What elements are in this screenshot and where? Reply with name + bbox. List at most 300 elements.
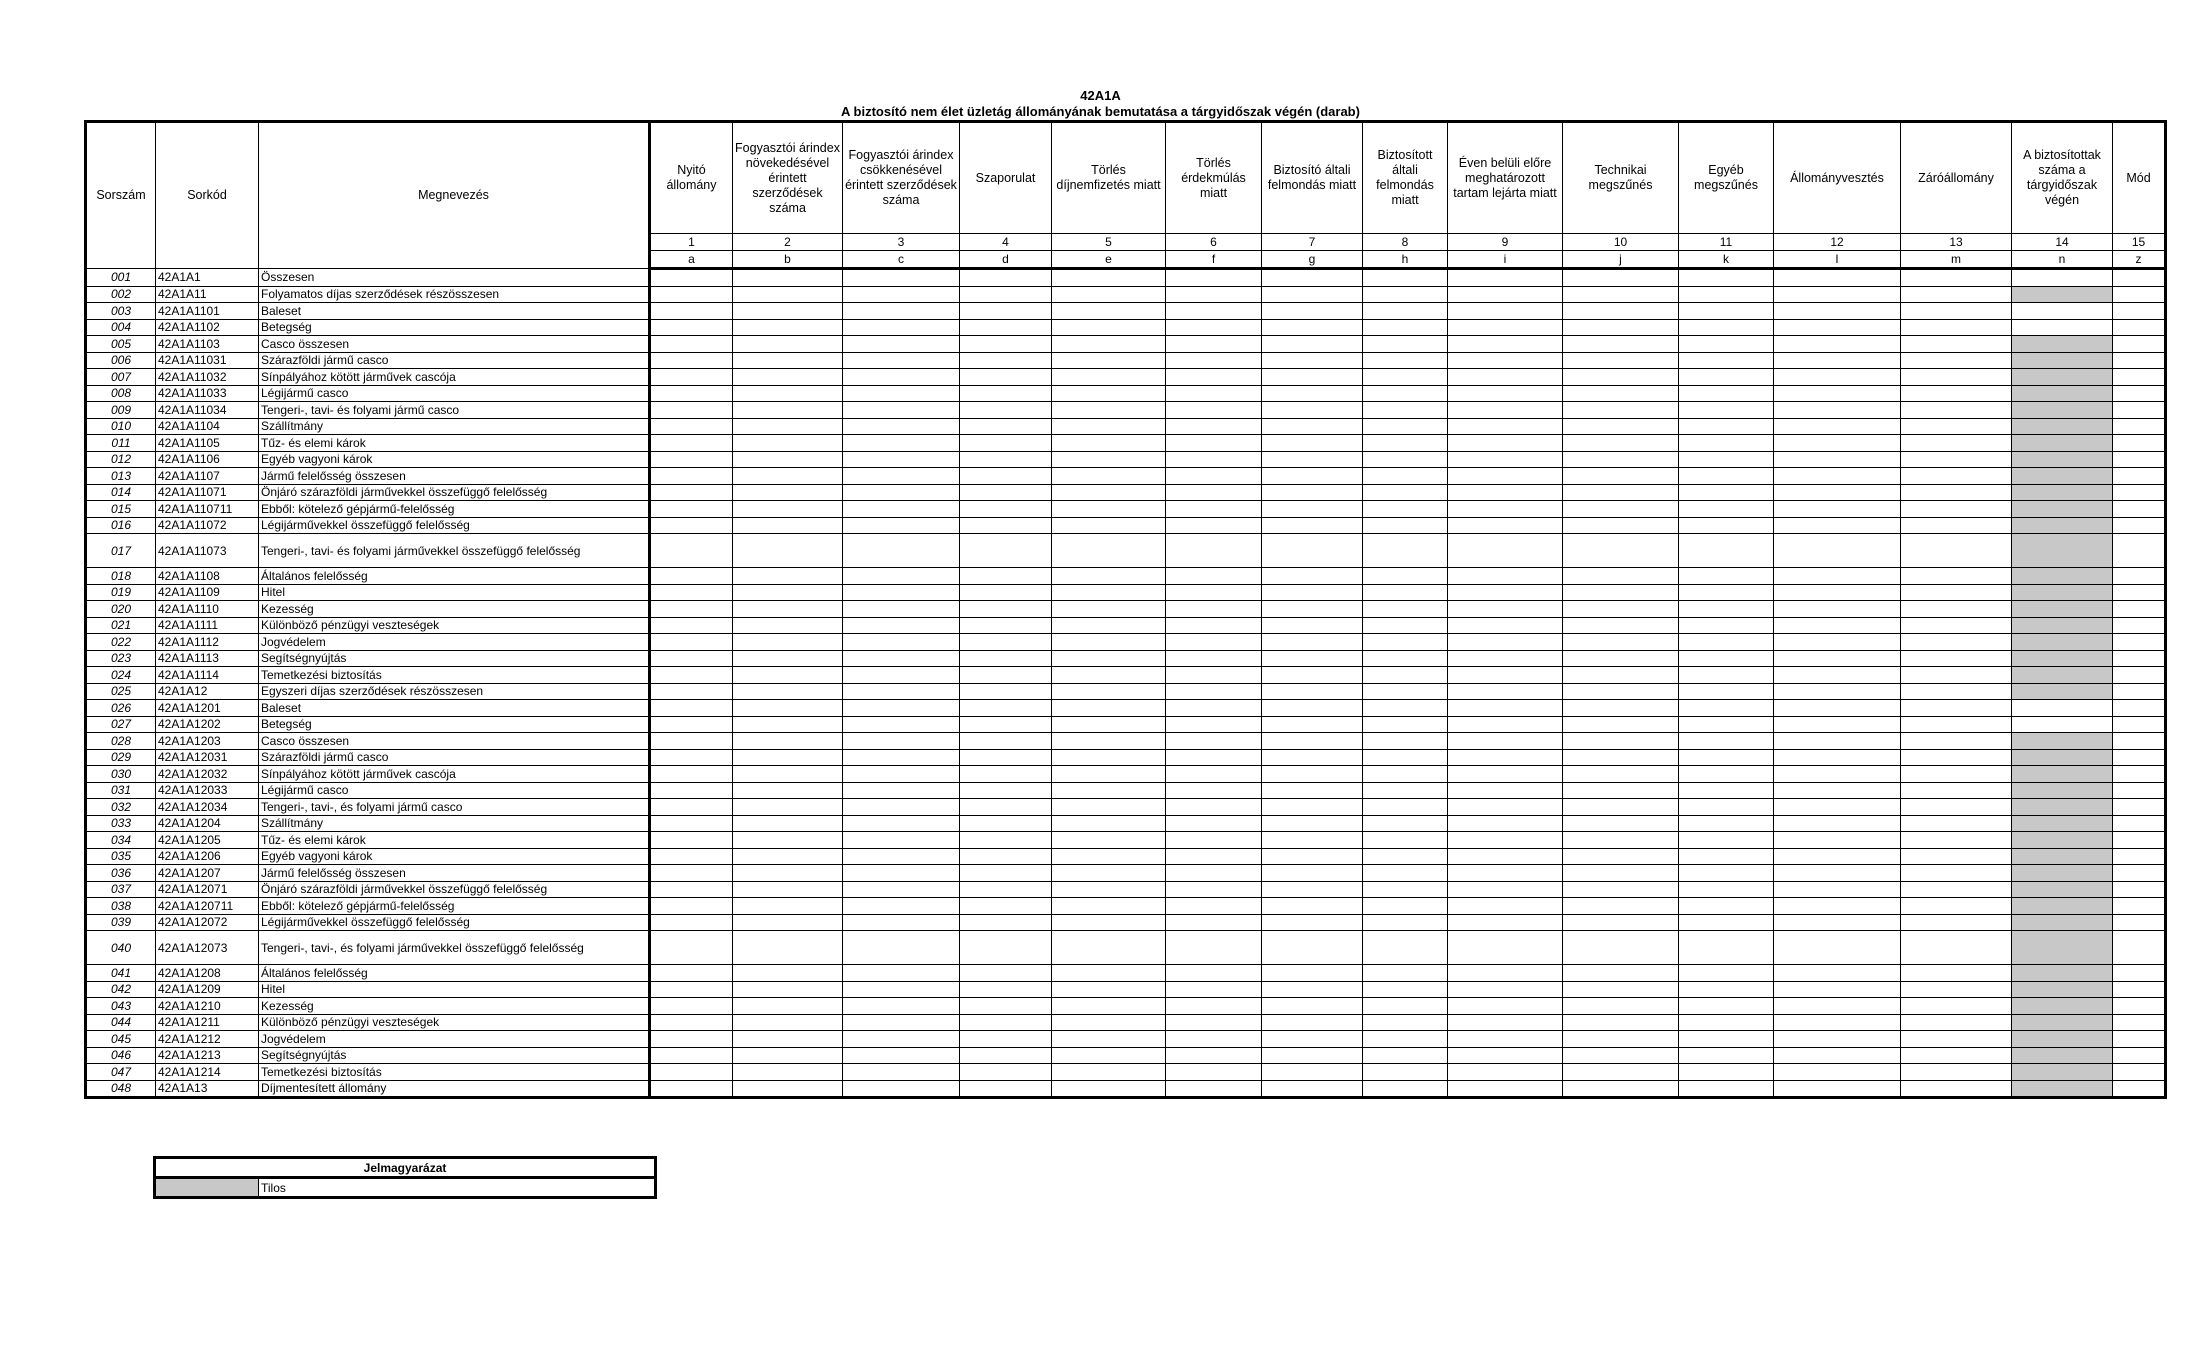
data-cell-col-4[interactable] (960, 534, 1052, 568)
data-cell-col-11[interactable] (1679, 501, 1774, 518)
data-cell-col-12[interactable] (1774, 402, 1901, 419)
data-cell-col-2[interactable] (733, 865, 843, 882)
data-cell-col-12[interactable] (1774, 369, 1901, 386)
data-cell-col-4[interactable] (960, 898, 1052, 915)
data-cell-col-4[interactable] (960, 965, 1052, 982)
data-cell-col-10[interactable] (1563, 402, 1679, 419)
data-cell-col-1[interactable] (650, 303, 733, 320)
data-cell-col-10[interactable] (1563, 683, 1679, 700)
data-cell-col-1[interactable] (650, 336, 733, 353)
data-cell-col-10[interactable] (1563, 385, 1679, 402)
data-cell-col-3[interactable] (843, 965, 960, 982)
data-cell-col-5[interactable] (1052, 319, 1166, 336)
data-cell-col-8[interactable] (1363, 269, 1448, 287)
data-cell-col-14[interactable] (2012, 319, 2113, 336)
data-cell-col-9[interactable] (1448, 517, 1563, 534)
data-cell-col-1[interactable] (650, 319, 733, 336)
data-cell-col-4[interactable] (960, 435, 1052, 452)
data-cell-col-12[interactable] (1774, 286, 1901, 303)
data-cell-col-5[interactable] (1052, 303, 1166, 320)
data-cell-col-9[interactable] (1448, 782, 1563, 799)
data-cell-col-7[interactable] (1262, 700, 1363, 717)
data-cell-col-12[interactable] (1774, 634, 1901, 651)
data-cell-col-1[interactable] (650, 352, 733, 369)
data-cell-col-11[interactable] (1679, 733, 1774, 750)
data-cell-col-5[interactable] (1052, 1014, 1166, 1031)
data-cell-col-8[interactable] (1363, 931, 1448, 965)
data-cell-col-13[interactable] (1901, 1080, 2012, 1098)
data-cell-col-9[interactable] (1448, 683, 1563, 700)
data-cell-col-7[interactable] (1262, 468, 1363, 485)
data-cell-col-8[interactable] (1363, 981, 1448, 998)
data-cell-col-11[interactable] (1679, 584, 1774, 601)
data-cell-col-10[interactable] (1563, 914, 1679, 931)
data-cell-col-15[interactable] (2113, 881, 2166, 898)
data-cell-col-9[interactable] (1448, 402, 1563, 419)
data-cell-col-2[interactable] (733, 369, 843, 386)
data-cell-col-5[interactable] (1052, 700, 1166, 717)
data-cell-col-13[interactable] (1901, 402, 2012, 419)
data-cell-col-9[interactable] (1448, 435, 1563, 452)
data-cell-col-4[interactable] (960, 1064, 1052, 1081)
data-cell-col-2[interactable] (733, 451, 843, 468)
data-cell-col-11[interactable] (1679, 369, 1774, 386)
data-cell-col-2[interactable] (733, 782, 843, 799)
data-cell-col-13[interactable] (1901, 965, 2012, 982)
data-cell-col-7[interactable] (1262, 848, 1363, 865)
data-cell-col-5[interactable] (1052, 369, 1166, 386)
data-cell-col-8[interactable] (1363, 584, 1448, 601)
data-cell-col-10[interactable] (1563, 319, 1679, 336)
data-cell-col-4[interactable] (960, 568, 1052, 585)
data-cell-col-11[interactable] (1679, 898, 1774, 915)
data-cell-col-14[interactable] (2012, 716, 2113, 733)
data-cell-col-10[interactable] (1563, 733, 1679, 750)
data-cell-col-12[interactable] (1774, 667, 1901, 684)
data-cell-col-8[interactable] (1363, 501, 1448, 518)
data-cell-col-9[interactable] (1448, 931, 1563, 965)
data-cell-col-6[interactable] (1166, 517, 1262, 534)
data-cell-col-4[interactable] (960, 402, 1052, 419)
data-cell-col-3[interactable] (843, 1080, 960, 1098)
data-cell-col-1[interactable] (650, 435, 733, 452)
data-cell-col-1[interactable] (650, 617, 733, 634)
data-cell-col-4[interactable] (960, 484, 1052, 501)
data-cell-col-3[interactable] (843, 700, 960, 717)
data-cell-col-8[interactable] (1363, 898, 1448, 915)
data-cell-col-4[interactable] (960, 832, 1052, 849)
data-cell-col-9[interactable] (1448, 385, 1563, 402)
data-cell-col-11[interactable] (1679, 1047, 1774, 1064)
data-cell-col-7[interactable] (1262, 319, 1363, 336)
data-cell-col-12[interactable] (1774, 749, 1901, 766)
data-cell-col-5[interactable] (1052, 352, 1166, 369)
data-cell-col-1[interactable] (650, 517, 733, 534)
data-cell-col-4[interactable] (960, 1014, 1052, 1031)
data-cell-col-9[interactable] (1448, 303, 1563, 320)
data-cell-col-7[interactable] (1262, 617, 1363, 634)
data-cell-col-14[interactable] (2012, 269, 2113, 287)
data-cell-col-15[interactable] (2113, 782, 2166, 799)
data-cell-col-15[interactable] (2113, 451, 2166, 468)
data-cell-col-15[interactable] (2113, 435, 2166, 452)
data-cell-col-8[interactable] (1363, 336, 1448, 353)
data-cell-col-4[interactable] (960, 319, 1052, 336)
data-cell-col-1[interactable] (650, 601, 733, 618)
data-cell-col-5[interactable] (1052, 286, 1166, 303)
data-cell-col-10[interactable] (1563, 634, 1679, 651)
data-cell-col-8[interactable] (1363, 865, 1448, 882)
data-cell-col-2[interactable] (733, 303, 843, 320)
data-cell-col-3[interactable] (843, 303, 960, 320)
data-cell-col-8[interactable] (1363, 965, 1448, 982)
data-cell-col-4[interactable] (960, 782, 1052, 799)
data-cell-col-15[interactable] (2113, 965, 2166, 982)
data-cell-col-12[interactable] (1774, 1080, 1901, 1098)
data-cell-col-10[interactable] (1563, 650, 1679, 667)
data-cell-col-6[interactable] (1166, 1031, 1262, 1048)
data-cell-col-11[interactable] (1679, 286, 1774, 303)
data-cell-col-5[interactable] (1052, 914, 1166, 931)
data-cell-col-7[interactable] (1262, 733, 1363, 750)
data-cell-col-6[interactable] (1166, 650, 1262, 667)
data-cell-col-4[interactable] (960, 981, 1052, 998)
data-cell-col-1[interactable] (650, 716, 733, 733)
data-cell-col-11[interactable] (1679, 617, 1774, 634)
data-cell-col-1[interactable] (650, 799, 733, 816)
data-cell-col-5[interactable] (1052, 568, 1166, 585)
data-cell-col-9[interactable] (1448, 981, 1563, 998)
data-cell-col-15[interactable] (2113, 517, 2166, 534)
data-cell-col-8[interactable] (1363, 435, 1448, 452)
data-cell-col-4[interactable] (960, 1080, 1052, 1098)
data-cell-col-15[interactable] (2113, 815, 2166, 832)
data-cell-col-13[interactable] (1901, 865, 2012, 882)
data-cell-col-6[interactable] (1166, 733, 1262, 750)
data-cell-col-12[interactable] (1774, 981, 1901, 998)
data-cell-col-12[interactable] (1774, 1014, 1901, 1031)
data-cell-col-3[interactable] (843, 782, 960, 799)
data-cell-col-6[interactable] (1166, 336, 1262, 353)
data-cell-col-2[interactable] (733, 766, 843, 783)
data-cell-col-12[interactable] (1774, 848, 1901, 865)
data-cell-col-1[interactable] (650, 1080, 733, 1098)
data-cell-col-9[interactable] (1448, 319, 1563, 336)
data-cell-col-12[interactable] (1774, 931, 1901, 965)
data-cell-col-10[interactable] (1563, 865, 1679, 882)
data-cell-col-8[interactable] (1363, 1064, 1448, 1081)
data-cell-col-10[interactable] (1563, 766, 1679, 783)
data-cell-col-7[interactable] (1262, 749, 1363, 766)
data-cell-col-7[interactable] (1262, 303, 1363, 320)
data-cell-col-12[interactable] (1774, 435, 1901, 452)
data-cell-col-10[interactable] (1563, 617, 1679, 634)
data-cell-col-9[interactable] (1448, 700, 1563, 717)
data-cell-col-6[interactable] (1166, 1047, 1262, 1064)
data-cell-col-10[interactable] (1563, 435, 1679, 452)
data-cell-col-13[interactable] (1901, 650, 2012, 667)
data-cell-col-4[interactable] (960, 667, 1052, 684)
data-cell-col-9[interactable] (1448, 766, 1563, 783)
data-cell-col-9[interactable] (1448, 336, 1563, 353)
data-cell-col-9[interactable] (1448, 749, 1563, 766)
data-cell-col-2[interactable] (733, 848, 843, 865)
data-cell-col-11[interactable] (1679, 981, 1774, 998)
data-cell-col-10[interactable] (1563, 749, 1679, 766)
data-cell-col-2[interactable] (733, 1047, 843, 1064)
data-cell-col-6[interactable] (1166, 683, 1262, 700)
data-cell-col-12[interactable] (1774, 517, 1901, 534)
data-cell-col-9[interactable] (1448, 914, 1563, 931)
data-cell-col-3[interactable] (843, 634, 960, 651)
data-cell-col-4[interactable] (960, 683, 1052, 700)
data-cell-col-15[interactable] (2113, 269, 2166, 287)
data-cell-col-7[interactable] (1262, 799, 1363, 816)
data-cell-col-3[interactable] (843, 650, 960, 667)
data-cell-col-7[interactable] (1262, 269, 1363, 287)
data-cell-col-13[interactable] (1901, 881, 2012, 898)
data-cell-col-15[interactable] (2113, 617, 2166, 634)
data-cell-col-15[interactable] (2113, 981, 2166, 998)
data-cell-col-5[interactable] (1052, 667, 1166, 684)
data-cell-col-9[interactable] (1448, 501, 1563, 518)
data-cell-col-10[interactable] (1563, 484, 1679, 501)
data-cell-col-12[interactable] (1774, 865, 1901, 882)
data-cell-col-5[interactable] (1052, 385, 1166, 402)
data-cell-col-3[interactable] (843, 848, 960, 865)
data-cell-col-8[interactable] (1363, 468, 1448, 485)
data-cell-col-8[interactable] (1363, 601, 1448, 618)
data-cell-col-5[interactable] (1052, 716, 1166, 733)
data-cell-col-6[interactable] (1166, 303, 1262, 320)
data-cell-col-2[interactable] (733, 601, 843, 618)
data-cell-col-9[interactable] (1448, 733, 1563, 750)
data-cell-col-15[interactable] (2113, 1064, 2166, 1081)
data-cell-col-1[interactable] (650, 650, 733, 667)
data-cell-col-8[interactable] (1363, 484, 1448, 501)
data-cell-col-12[interactable] (1774, 601, 1901, 618)
data-cell-col-6[interactable] (1166, 319, 1262, 336)
data-cell-col-1[interactable] (650, 848, 733, 865)
data-cell-col-6[interactable] (1166, 269, 1262, 287)
data-cell-col-3[interactable] (843, 865, 960, 882)
data-cell-col-8[interactable] (1363, 733, 1448, 750)
data-cell-col-13[interactable] (1901, 269, 2012, 287)
data-cell-col-10[interactable] (1563, 931, 1679, 965)
data-cell-col-7[interactable] (1262, 451, 1363, 468)
data-cell-col-1[interactable] (650, 782, 733, 799)
data-cell-col-2[interactable] (733, 568, 843, 585)
data-cell-col-15[interactable] (2113, 369, 2166, 386)
data-cell-col-8[interactable] (1363, 700, 1448, 717)
data-cell-col-15[interactable] (2113, 1047, 2166, 1064)
data-cell-col-6[interactable] (1166, 998, 1262, 1015)
data-cell-col-1[interactable] (650, 733, 733, 750)
data-cell-col-7[interactable] (1262, 998, 1363, 1015)
data-cell-col-3[interactable] (843, 484, 960, 501)
data-cell-col-9[interactable] (1448, 1031, 1563, 1048)
data-cell-col-9[interactable] (1448, 468, 1563, 485)
data-cell-col-1[interactable] (650, 998, 733, 1015)
data-cell-col-12[interactable] (1774, 352, 1901, 369)
data-cell-col-8[interactable] (1363, 782, 1448, 799)
data-cell-col-12[interactable] (1774, 683, 1901, 700)
data-cell-col-2[interactable] (733, 1080, 843, 1098)
data-cell-col-3[interactable] (843, 286, 960, 303)
data-cell-col-13[interactable] (1901, 501, 2012, 518)
data-cell-col-13[interactable] (1901, 534, 2012, 568)
data-cell-col-1[interactable] (650, 881, 733, 898)
data-cell-col-10[interactable] (1563, 1031, 1679, 1048)
data-cell-col-8[interactable] (1363, 1047, 1448, 1064)
data-cell-col-7[interactable] (1262, 832, 1363, 849)
data-cell-col-13[interactable] (1901, 683, 2012, 700)
data-cell-col-8[interactable] (1363, 319, 1448, 336)
data-cell-col-10[interactable] (1563, 848, 1679, 865)
data-cell-col-11[interactable] (1679, 435, 1774, 452)
data-cell-col-4[interactable] (960, 848, 1052, 865)
data-cell-col-6[interactable] (1166, 617, 1262, 634)
data-cell-col-7[interactable] (1262, 568, 1363, 585)
data-cell-col-1[interactable] (650, 385, 733, 402)
data-cell-col-7[interactable] (1262, 965, 1363, 982)
data-cell-col-3[interactable] (843, 319, 960, 336)
data-cell-col-6[interactable] (1166, 782, 1262, 799)
data-cell-col-8[interactable] (1363, 832, 1448, 849)
data-cell-col-15[interactable] (2113, 683, 2166, 700)
data-cell-col-13[interactable] (1901, 815, 2012, 832)
data-cell-col-10[interactable] (1563, 269, 1679, 287)
data-cell-col-4[interactable] (960, 517, 1052, 534)
data-cell-col-4[interactable] (960, 634, 1052, 651)
data-cell-col-6[interactable] (1166, 898, 1262, 915)
data-cell-col-15[interactable] (2113, 534, 2166, 568)
data-cell-col-15[interactable] (2113, 418, 2166, 435)
data-cell-col-15[interactable] (2113, 303, 2166, 320)
data-cell-col-9[interactable] (1448, 1014, 1563, 1031)
data-cell-col-4[interactable] (960, 716, 1052, 733)
data-cell-col-12[interactable] (1774, 617, 1901, 634)
data-cell-col-7[interactable] (1262, 1064, 1363, 1081)
data-cell-col-7[interactable] (1262, 716, 1363, 733)
data-cell-col-4[interactable] (960, 584, 1052, 601)
data-cell-col-7[interactable] (1262, 1031, 1363, 1048)
data-cell-col-6[interactable] (1166, 402, 1262, 419)
data-cell-col-10[interactable] (1563, 601, 1679, 618)
data-cell-col-3[interactable] (843, 683, 960, 700)
data-cell-col-13[interactable] (1901, 914, 2012, 931)
data-cell-col-2[interactable] (733, 683, 843, 700)
data-cell-col-9[interactable] (1448, 848, 1563, 865)
data-cell-col-7[interactable] (1262, 534, 1363, 568)
data-cell-col-2[interactable] (733, 435, 843, 452)
data-cell-col-13[interactable] (1901, 931, 2012, 965)
data-cell-col-10[interactable] (1563, 517, 1679, 534)
data-cell-col-6[interactable] (1166, 369, 1262, 386)
data-cell-col-13[interactable] (1901, 832, 2012, 849)
data-cell-col-2[interactable] (733, 716, 843, 733)
data-cell-col-15[interactable] (2113, 998, 2166, 1015)
data-cell-col-13[interactable] (1901, 286, 2012, 303)
data-cell-col-6[interactable] (1166, 914, 1262, 931)
data-cell-col-4[interactable] (960, 766, 1052, 783)
data-cell-col-8[interactable] (1363, 534, 1448, 568)
data-cell-col-15[interactable] (2113, 700, 2166, 717)
data-cell-col-11[interactable] (1679, 319, 1774, 336)
data-cell-col-10[interactable] (1563, 451, 1679, 468)
data-cell-col-12[interactable] (1774, 568, 1901, 585)
data-cell-col-11[interactable] (1679, 451, 1774, 468)
data-cell-col-1[interactable] (650, 1014, 733, 1031)
data-cell-col-3[interactable] (843, 1064, 960, 1081)
data-cell-col-9[interactable] (1448, 998, 1563, 1015)
data-cell-col-11[interactable] (1679, 965, 1774, 982)
data-cell-col-15[interactable] (2113, 1031, 2166, 1048)
data-cell-col-3[interactable] (843, 898, 960, 915)
data-cell-col-7[interactable] (1262, 517, 1363, 534)
data-cell-col-2[interactable] (733, 733, 843, 750)
data-cell-col-12[interactable] (1774, 534, 1901, 568)
data-cell-col-13[interactable] (1901, 733, 2012, 750)
data-cell-col-4[interactable] (960, 700, 1052, 717)
data-cell-col-7[interactable] (1262, 931, 1363, 965)
data-cell-col-5[interactable] (1052, 683, 1166, 700)
data-cell-col-15[interactable] (2113, 484, 2166, 501)
data-cell-col-3[interactable] (843, 914, 960, 931)
data-cell-col-11[interactable] (1679, 418, 1774, 435)
data-cell-col-7[interactable] (1262, 336, 1363, 353)
data-cell-col-7[interactable] (1262, 634, 1363, 651)
data-cell-col-5[interactable] (1052, 981, 1166, 998)
data-cell-col-11[interactable] (1679, 517, 1774, 534)
data-cell-col-13[interactable] (1901, 700, 2012, 717)
data-cell-col-11[interactable] (1679, 931, 1774, 965)
data-cell-col-11[interactable] (1679, 352, 1774, 369)
data-cell-col-11[interactable] (1679, 815, 1774, 832)
data-cell-col-11[interactable] (1679, 914, 1774, 931)
data-cell-col-5[interactable] (1052, 865, 1166, 882)
data-cell-col-13[interactable] (1901, 1047, 2012, 1064)
data-cell-col-2[interactable] (733, 269, 843, 287)
data-cell-col-5[interactable] (1052, 650, 1166, 667)
data-cell-col-11[interactable] (1679, 766, 1774, 783)
data-cell-col-5[interactable] (1052, 1047, 1166, 1064)
data-cell-col-3[interactable] (843, 501, 960, 518)
data-cell-col-8[interactable] (1363, 998, 1448, 1015)
data-cell-col-9[interactable] (1448, 799, 1563, 816)
data-cell-col-3[interactable] (843, 336, 960, 353)
data-cell-col-4[interactable] (960, 385, 1052, 402)
data-cell-col-7[interactable] (1262, 815, 1363, 832)
data-cell-col-3[interactable] (843, 269, 960, 287)
data-cell-col-11[interactable] (1679, 1014, 1774, 1031)
data-cell-col-7[interactable] (1262, 1014, 1363, 1031)
data-cell-col-13[interactable] (1901, 369, 2012, 386)
data-cell-col-10[interactable] (1563, 815, 1679, 832)
data-cell-col-13[interactable] (1901, 998, 2012, 1015)
data-cell-col-1[interactable] (650, 815, 733, 832)
data-cell-col-6[interactable] (1166, 1080, 1262, 1098)
data-cell-col-9[interactable] (1448, 650, 1563, 667)
data-cell-col-12[interactable] (1774, 319, 1901, 336)
data-cell-col-11[interactable] (1679, 700, 1774, 717)
data-cell-col-1[interactable] (650, 468, 733, 485)
data-cell-col-9[interactable] (1448, 1047, 1563, 1064)
data-cell-col-6[interactable] (1166, 1014, 1262, 1031)
data-cell-col-6[interactable] (1166, 766, 1262, 783)
data-cell-col-12[interactable] (1774, 501, 1901, 518)
data-cell-col-5[interactable] (1052, 269, 1166, 287)
